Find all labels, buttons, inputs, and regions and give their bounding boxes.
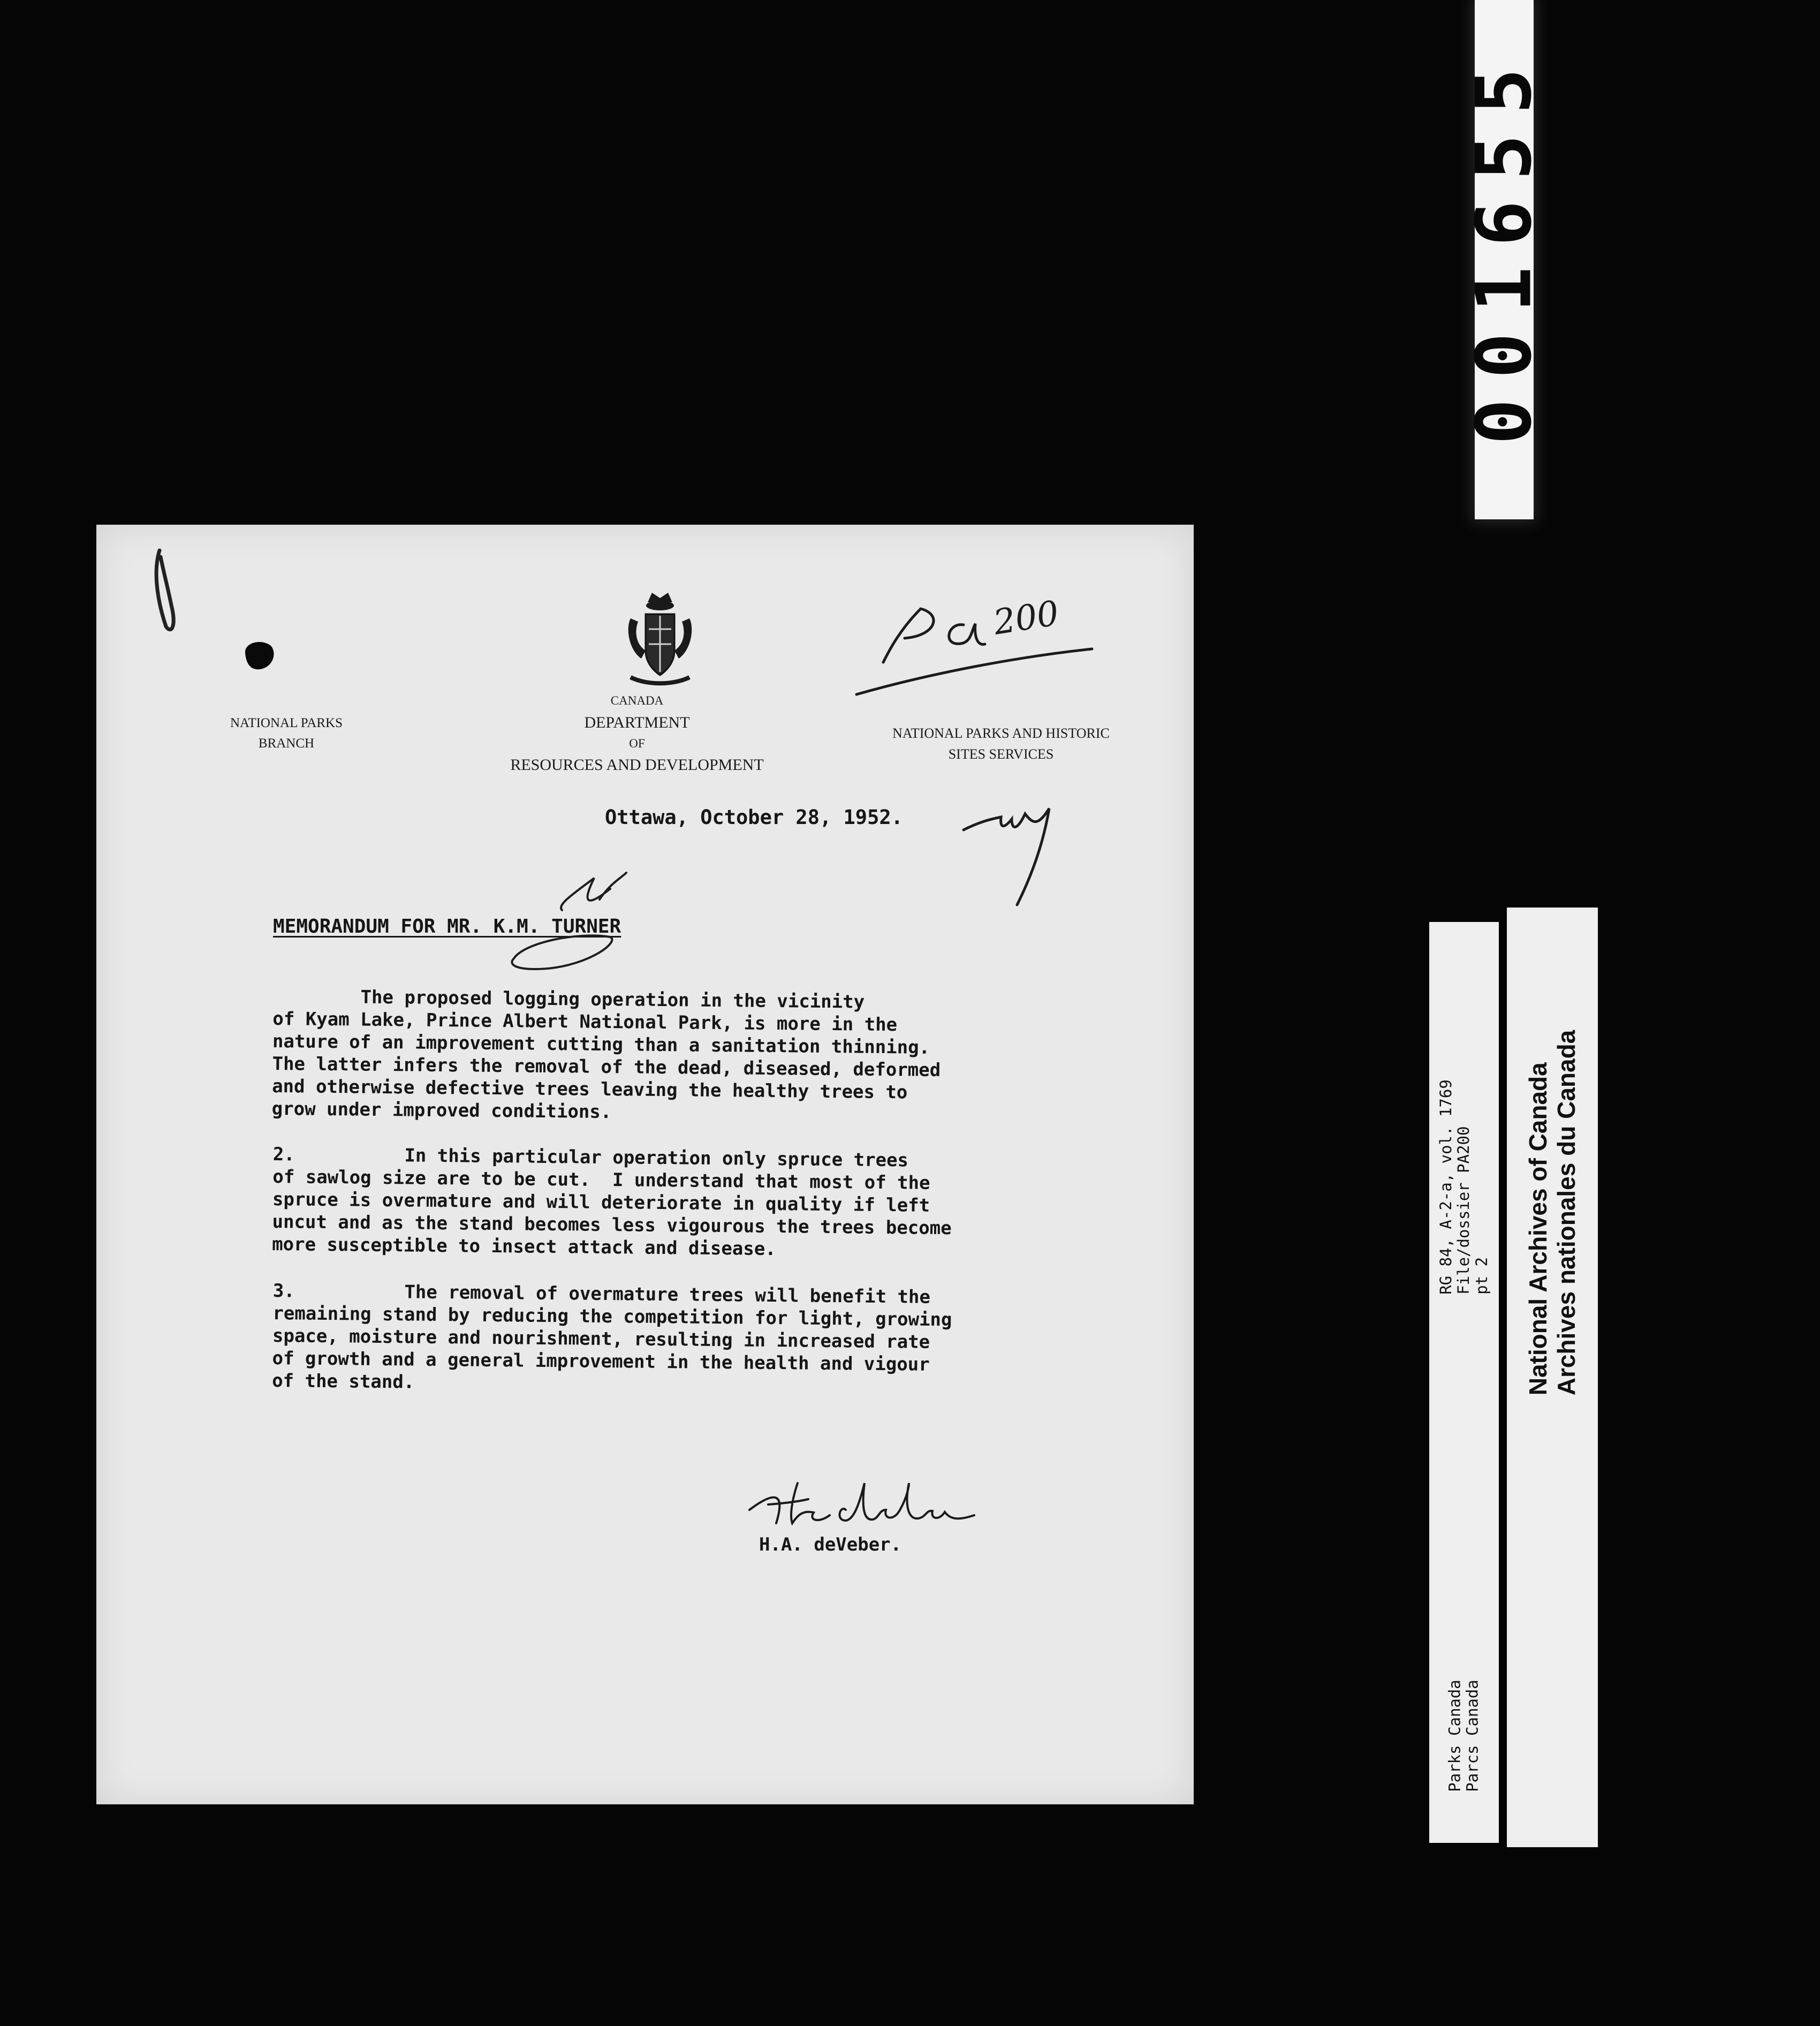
signer-name: H.A. deVeber. [759,1534,902,1555]
source-agency-block [1446,1680,1482,1792]
punch-hole-mark [240,637,277,671]
memo-page [96,525,1194,1804]
institution-line-fr: Archives nationales du Canada [1552,1030,1580,1396]
letterhead-right [851,723,1151,765]
reference-line: RG 84, A-2-a, vol. 1769 [1436,1079,1455,1295]
paragraph-line: grow under improved conditions. [271,1098,612,1123]
date-line: Ottawa, October 28, 1952. [605,806,903,829]
memo-paragraph-3 [272,1280,952,1398]
service-line-2: SITES SERVICES [948,746,1054,762]
institution-line-en: National Archives of Canada [1524,1062,1552,1396]
handwritten-initials-mark [958,798,1097,910]
frame-number-strip [1460,0,1549,519]
paragraph-line: of growth and a general improvement in the health and vigour [272,1347,930,1375]
paragraph-line: nature of an improvement cutting than a sanitation thinning. [272,1030,930,1059]
paragraph-line: of Kyam Lake, Prince Albert National Park, is more in the [272,1008,898,1036]
paragraph-line: 3. The removal of overmature trees will benefit the [272,1280,931,1308]
handwritten-signature [739,1472,996,1531]
paragraph-line: spruce is overmature and will deteriorate in quality if left [272,1188,930,1216]
department-line: DEPARTMENT [584,713,690,731]
handwritten-initial-checkmark [503,867,632,974]
paragraph-line: remaining stand by reducing the competition for light, growing [272,1302,952,1331]
paragraph-line: of the stand. [271,1370,415,1393]
paragraph-line: and otherwise defective trees leaving the healthy trees to [271,1075,908,1103]
source-line: Parks Canada [1445,1680,1464,1792]
branch-line-2: BRANCH [258,736,315,751]
memo-paragraph-2 [272,1143,952,1262]
source-line: Parcs Canada [1463,1680,1482,1792]
memo-title: MEMORANDUM FOR MR. K.M. TURNER [273,916,621,938]
country-line: CANADA [610,694,664,707]
paragraph-line: 2. In this particular operation only spruce trees [272,1144,909,1171]
memo-paragraph-1 [272,985,942,1127]
paragraph-line: uncut and as the stand becomes less vigourous the trees become [272,1211,952,1239]
archive-reference-label [1429,922,1499,1843]
paragraph-line: more susceptible to insect attack and disease. [271,1233,776,1260]
frame-number: 001655 [1460,48,1549,445]
handwritten-file-number: 200 [990,593,1062,643]
institution-block [1524,1030,1581,1396]
service-line-1: NATIONAL PARKS AND HISTORIC [892,725,1110,741]
paragraph-line: of sawlog size are to be cut. I understand that most of the [272,1166,930,1194]
reference-line: File/dossier PA200 [1454,1126,1473,1295]
letterhead-left [193,713,380,753]
paragraph-line: The proposed logging operation in the vicinity [272,986,865,1013]
ministry-line: RESOURCES AND DEVELOPMENT [510,756,764,774]
archive-institution-label [1507,908,1598,1847]
reference-block [1437,1079,1491,1295]
coat-of-arms-icon [615,586,706,693]
of-line: OF [629,736,645,750]
paragraph-line: The latter infers the removal of the dead, diseased, deformed [272,1053,941,1081]
handwritten-file-reference [856,593,1135,700]
reference-line: pt 2 [1472,1257,1491,1295]
branch-line-1: NATIONAL PARKS [230,716,343,730]
letterhead-center [471,692,803,777]
paragraph-line: space, moisture and nourishment, resulting in increased rate [272,1325,930,1353]
margin-pen-mark [145,546,187,637]
